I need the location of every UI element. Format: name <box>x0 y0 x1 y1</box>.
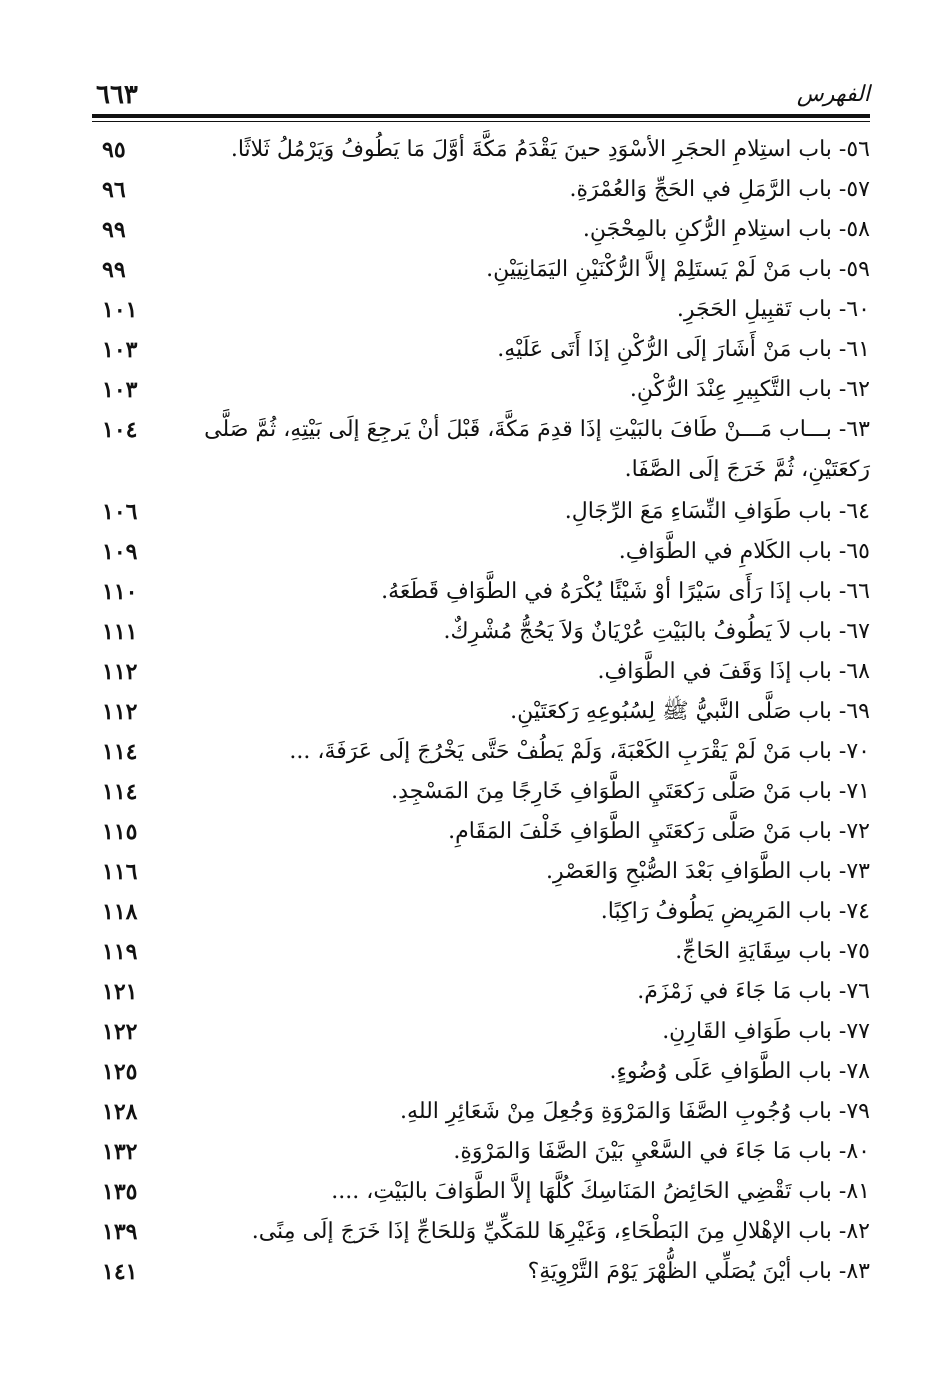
header-rule-thin <box>92 121 870 122</box>
entry-title: ٨٣- باب أيْنَ يُصَلِّي الظُّهْرَ يَوْمَ التَّرْوِيَةِ؟ <box>527 1259 870 1284</box>
index-entry <box>92 1092 870 1132</box>
entry-title: ٧٩- باب وُجُوبِ الصَّفَا وَالمَرْوَةِ وَجُعِلَ مِنْ شَعَائِرِ اللهِ. <box>400 1099 870 1124</box>
entry-page-number: ١١١ <box>102 619 138 645</box>
index-entry <box>92 732 870 772</box>
index-entry <box>92 170 870 210</box>
entry-title: ٥٧- باب الرَّمَلِ في الحَجِّ وَالعُمْرَةِ. <box>569 177 870 202</box>
index-entry <box>92 370 870 410</box>
entry-title: ٥٩- باب مَنْ لَمْ يَستَلِمْ إلاَّ الرُّكْنَيْنِ اليَمَانِيَيْنِ. <box>486 257 870 282</box>
index-entry <box>92 852 870 892</box>
entry-page-number: ١١٤ <box>102 739 138 765</box>
entry-page-number: ٩٩ <box>102 217 126 243</box>
entry-title: ٦٣- بـــاب مَـــنْ طَافَ بالبَيْتِ إذَا قدِمَ مَكَّةَ، قَبْلَ أنْ يَرجِعَ إلَى بَيْتِهِ، ثُمَّ صَلَّى رَكعَتَيْنِ، ثُمَّ خَرَجَ إلَى الصَّفَا. <box>204 417 870 482</box>
entry-page-number: ١١٦ <box>102 859 138 885</box>
entry-title: ٦٨- باب إذَا وَقَفَ في الطَّوَافِ. <box>597 659 870 684</box>
index-entry <box>92 1132 870 1172</box>
page-header <box>92 78 870 114</box>
entry-title: ٥٦- باب استِلامِ الحجَرِ الأسْوَدِ حينَ يَقْدَمُ مَكَّةَ أوَّلَ مَا يَطُوفُ وَيَرْمُلُ ثَلاثًا. <box>230 137 870 162</box>
entry-page-number: ١٣٥ <box>102 1179 138 1205</box>
entry-title: ٧٢- باب مَنْ صَلَّى رَكعَتَيِ الطَّوَافِ خَلْفَ المَقَامِ. <box>448 819 870 844</box>
entry-title: ٨٢- باب الإهْلالِ مِنَ البَطْحَاءِ، وَغَيْرِهَا للمَكِّيِّ وَللحَاجِّ إذَا خَرَجَ إلَى مِنًى. <box>251 1219 870 1244</box>
index-entry <box>92 1172 870 1212</box>
index-entry <box>92 692 870 732</box>
index-entry <box>92 892 870 932</box>
entry-title: ٥٨- باب استِلامِ الرُّكنِ بالمِحْجَنِ. <box>582 217 870 242</box>
entry-page-number: ١٠٩ <box>102 539 138 565</box>
entry-title: ٦٥- باب الكَلامِ في الطَّوَافِ. <box>618 539 870 564</box>
entry-page-number: ١٢٥ <box>102 1059 138 1085</box>
entry-title: ٧١- باب مَنْ صَلَّى رَكعَتَيِ الطَّوَافِ خَارِجًا مِنَ المَسْجِدِ. <box>391 779 870 804</box>
entry-page-number: ١٠٣ <box>102 337 138 363</box>
header-rule-thick <box>92 114 870 118</box>
entry-title: ٧٣- باب الطَّوَافِ بَعْدَ الصُّبْحِ وَالعَصْرِ. <box>545 859 870 884</box>
index-page <box>92 78 870 1338</box>
entry-page-number: ١١٢ <box>102 699 138 725</box>
entry-page-number: ١٠٦ <box>102 499 138 525</box>
index-entry <box>92 612 870 652</box>
entry-page-number: ١٠٤ <box>102 417 138 443</box>
entry-page-number: ١٣٢ <box>102 1139 138 1165</box>
entry-title: ٦٠- باب تَقبِيلِ الحَجَرِ. <box>676 297 870 322</box>
entry-title: ٨٠- باب مَا جَاءَ في السَّعْيِ بَيْنَ الصَّفَا وَالمَرْوَةِ. <box>453 1139 870 1164</box>
running-title: الفهرس <box>796 82 870 107</box>
entry-title: ٦٤- باب طَوَافِ النِّسَاءِ مَعَ الرِّجَالِ. <box>564 499 870 524</box>
index-entries <box>92 130 870 1292</box>
index-entry <box>92 932 870 972</box>
entry-title: ٦٢- باب التَّكبِيرِ عِنْدَ الرُّكْنِ. <box>629 377 870 402</box>
entry-page-number: ١٤١ <box>102 1259 138 1285</box>
entry-title: ٧٥- باب سِقَايَةِ الحَاجِّ. <box>675 939 870 964</box>
entry-page-number: ١١٩ <box>102 939 138 965</box>
entry-title: ٧٨- باب الطَّوَافِ عَلَى وُضُوءٍ. <box>609 1059 870 1084</box>
index-entry <box>92 652 870 692</box>
entry-page-number: ١٠١ <box>102 297 138 323</box>
entry-page-number: ١٢١ <box>102 979 138 1005</box>
entry-page-number: ١١٨ <box>102 899 138 925</box>
entry-title: ٦٦- باب إذَا رَأَى سَيْرًا أوْ شَيْئًا يُكْرَهُ في الطَّوَافِ قَطَعَهُ. <box>381 579 870 604</box>
entry-title: ٦١- باب مَنْ أَشَارَ إلَى الرُّكْنِ إذَا أَتَى عَلَيْهِ. <box>497 337 870 362</box>
entry-title: ٨١- باب تَقْضِي الحَائِضُ المَنَاسِكَ كُلَّهَا إلاَّ الطَّوَافَ بالبَيْتِ، .... <box>331 1179 870 1204</box>
page-number: ٦٦٣ <box>96 80 138 110</box>
index-entry <box>92 1212 870 1252</box>
index-entry <box>92 210 870 250</box>
entry-title: ٧٤- باب المَرِيضِ يَطُوفُ رَاكِبًا. <box>600 899 870 924</box>
entry-title: ٦٧- باب لاَ يَطُوفُ بالبَيْتِ عُرْيَانٌ وَلاَ يَحُجُّ مُشْرِكٌ. <box>443 619 870 644</box>
index-entry <box>92 572 870 612</box>
entry-title: ٦٩- باب صَلَّى النَّبيُّ ﷺ لِسُبُوعِهِ رَكعَتَيْنِ. <box>510 699 870 724</box>
index-entry <box>92 250 870 290</box>
entry-title: ٧٠- باب مَنْ لَمْ يَقْرَبِ الكَعْبَةَ، وَلَمْ يَطُفْ حَتَّى يَخْرُجَ إلَى عَرَفَةَ، ... <box>289 739 870 764</box>
entry-page-number: ١٢٨ <box>102 1099 138 1125</box>
entry-title: ٧٦- باب مَا جَاءَ في زَمْزَمَ. <box>637 979 870 1004</box>
index-entry <box>92 330 870 370</box>
entry-page-number: ٩٦ <box>102 177 126 203</box>
index-entry <box>92 772 870 812</box>
entry-title: ٧٧- باب طَوَافِ القَارِنِ. <box>662 1019 870 1044</box>
entry-page-number: ٩٥ <box>102 137 126 163</box>
index-entry <box>92 1052 870 1092</box>
index-entry <box>92 972 870 1012</box>
index-entry <box>92 532 870 572</box>
entry-page-number: ١١٥ <box>102 819 138 845</box>
entry-page-number: ١١٢ <box>102 659 138 685</box>
entry-page-number: ١١٤ <box>102 779 138 805</box>
index-entry <box>92 130 870 170</box>
entry-page-number: ١٠٣ <box>102 377 138 403</box>
index-entry <box>92 492 870 532</box>
entry-page-number: ١١٠ <box>102 579 138 605</box>
entry-page-number: ١٣٩ <box>102 1219 138 1245</box>
index-entry <box>92 812 870 852</box>
index-entry <box>92 1252 870 1292</box>
entry-page-number: ٩٩ <box>102 257 126 283</box>
index-entry <box>92 290 870 330</box>
index-entry <box>92 1012 870 1052</box>
entry-page-number: ١٢٢ <box>102 1019 138 1045</box>
index-entry <box>92 410 870 492</box>
